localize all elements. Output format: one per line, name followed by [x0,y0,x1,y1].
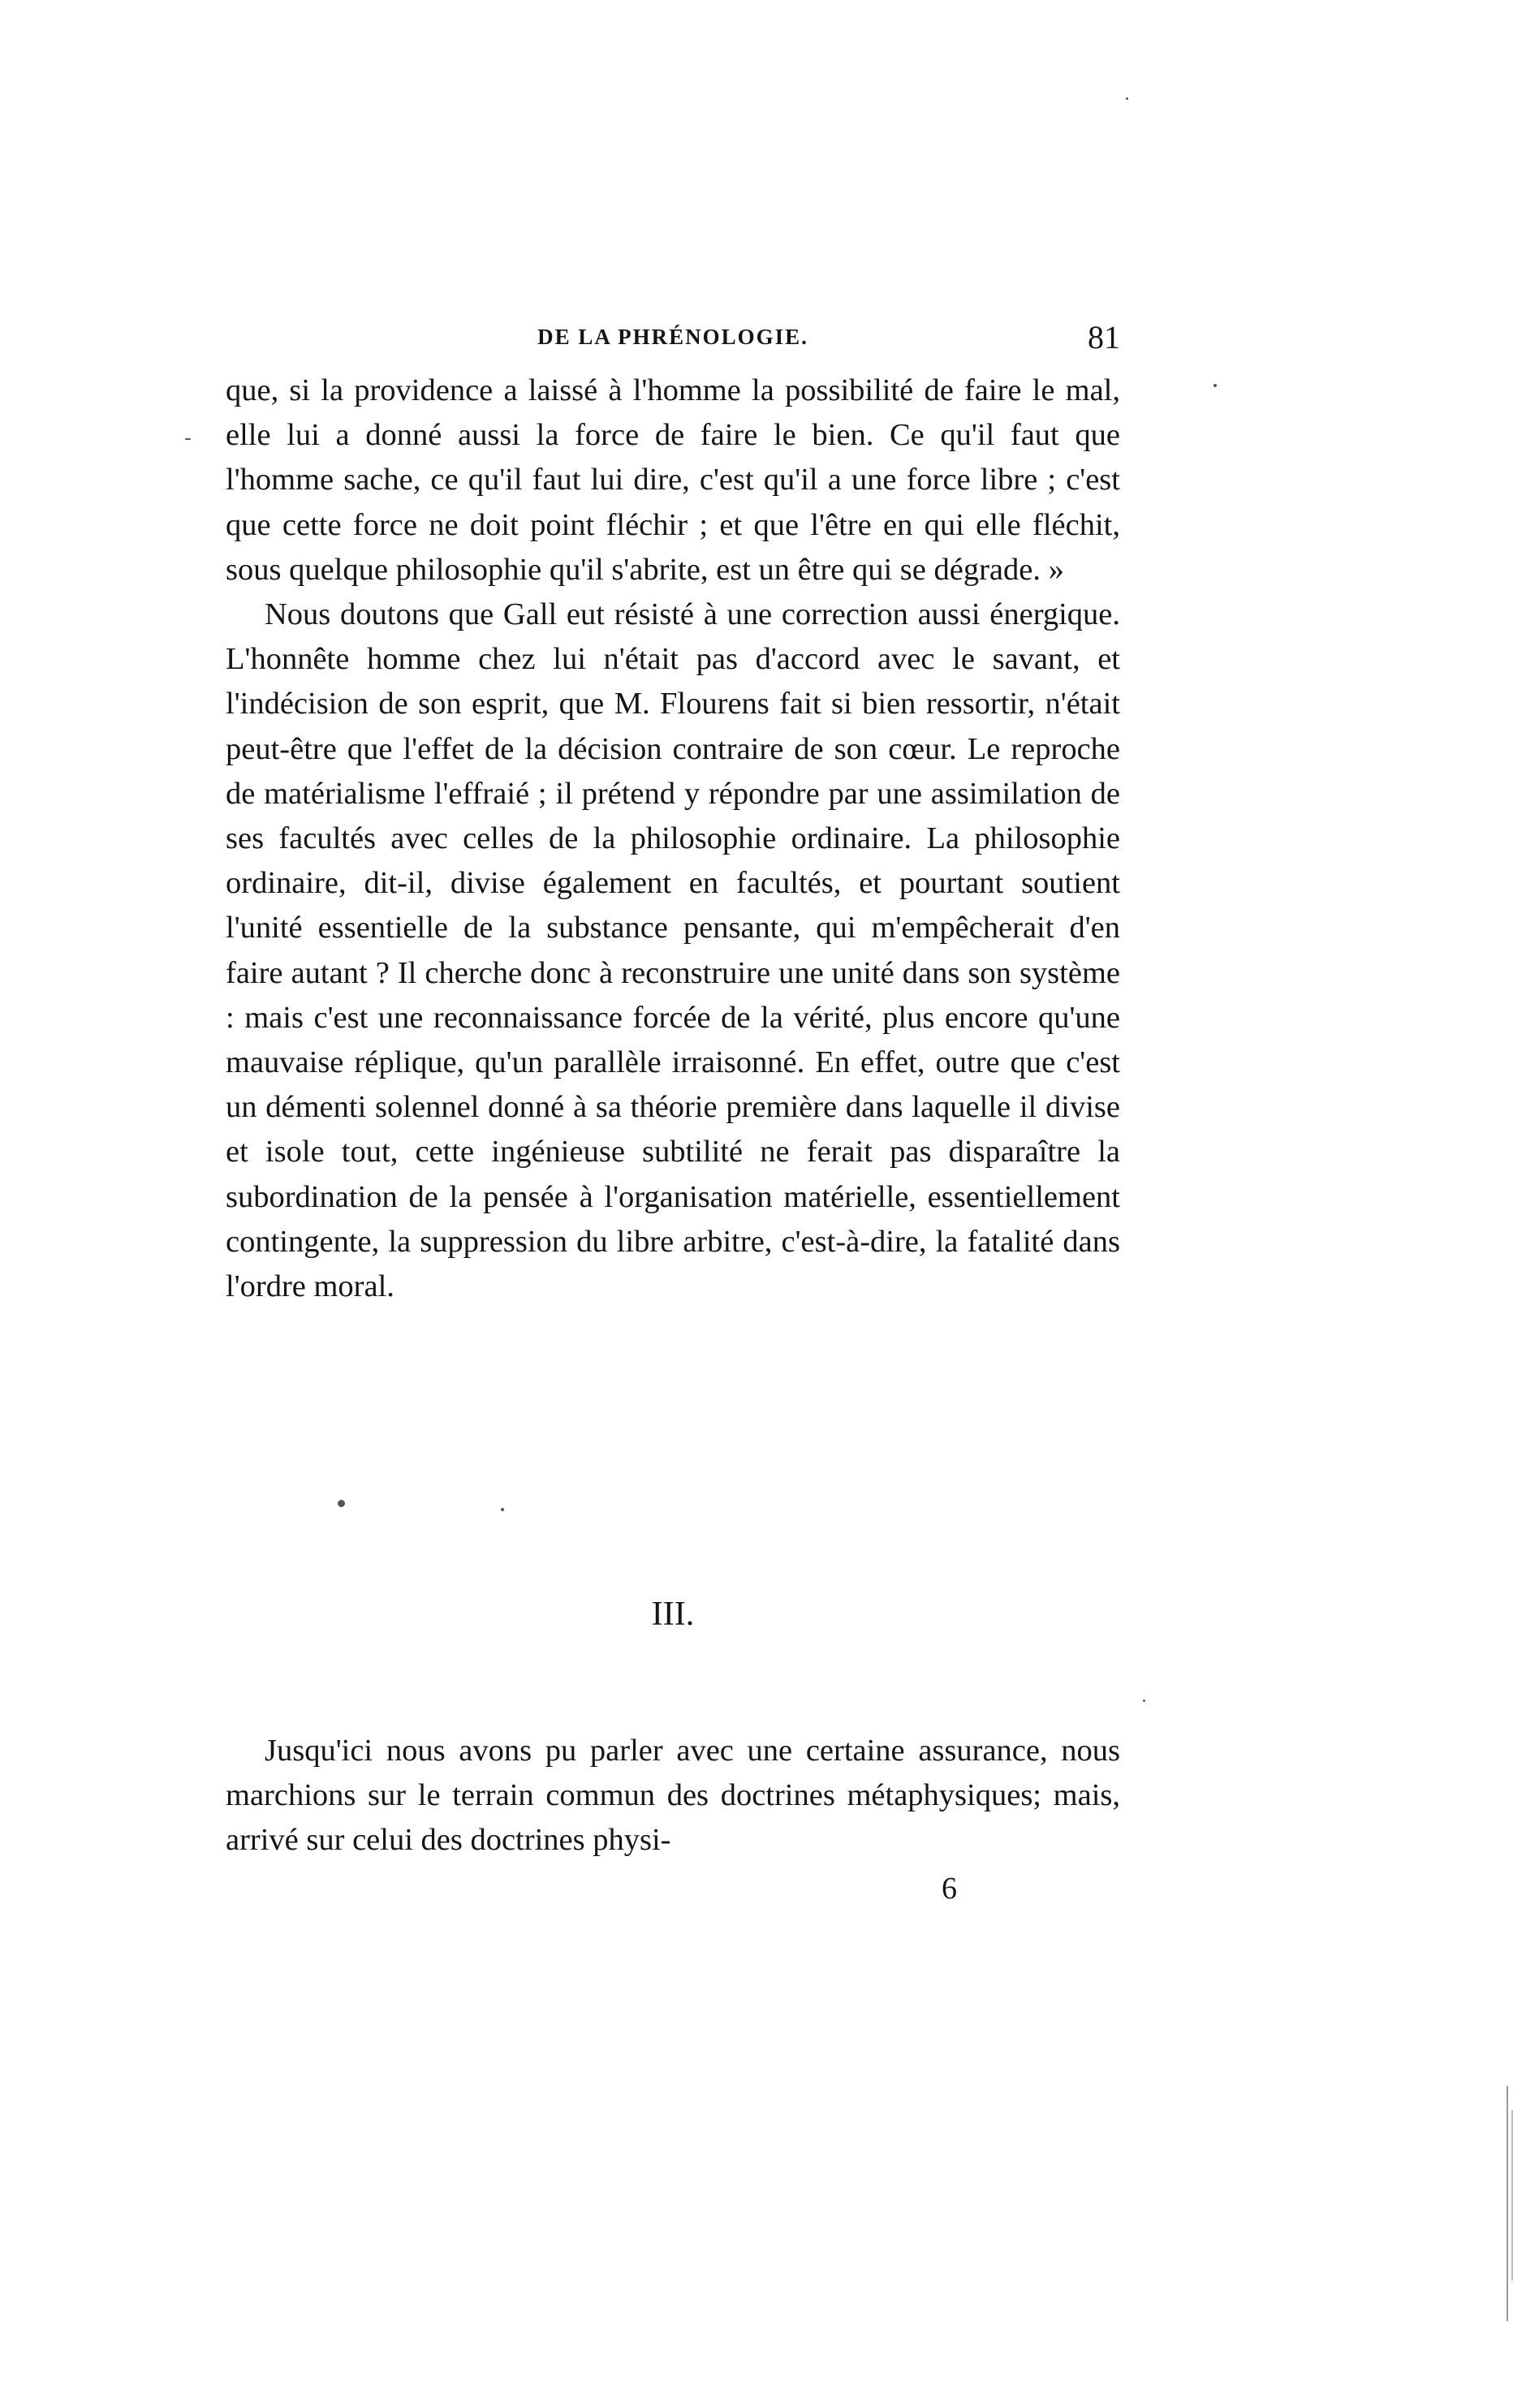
paragraph-gall: Nous doutons que Gall eut résisté à une correction aussi énergique. L'honnête homme chez lui n'était pas d'accord avec le savant, et l'indécision de son esprit, que M. Flourens fait si bien ressortir, n'était peut-être que l'effet de la décision contraire de son cœur. Le reproche de matérialisme l'effraié ; il prétend y répondre par une assimilation de ses facultés avec celles de la philosophie ordinaire. La philosophie ordinaire, dit-il, divise également en facultés, et pourtant soutient l'unité essentielle de la substance pensante, qui m'empêcherait d'en faire autant ? Il cherche donc à reconstruire une unité dans son système : mais c'est une reconnaissance forcée de la vérité, plus encore qu'une mauvaise réplique, qu'un parallèle irraisonné. En effet, outre que c'est un démenti solennel donné à sa théorie première dans laquelle il divise et isole tout, cette ingénieuse subtilité ne ferait pas disparaître la subordination de la pensée à l'organisation matérielle, essentiellement contingente, la suppression du libre arbitre, c'est-à-dire, la fatalité dans l'ordre moral. [226,597,1120,1304]
scan-speck [338,1500,345,1507]
paragraph-section-three: Jusqu'ici nous avons pu parler avec une certaine assurance, nous marchions sur le terrain commun des doctrines métaphysiques; mais, arrivé sur celui des doctrines physi- [226,1734,1120,1858]
page-number: 81 [1088,319,1120,355]
scan-speck [1126,97,1128,100]
paragraph-continued: que, si la providence a laissé à l'homme la possibilité de faire le mal, elle lui a donné aussi la force de faire le bien. Ce qu'il faut que l'homme sache, ce qu'il faut lui dire, c'est qu'il a une force libre ; c'est que cette force ne doit point fléchir ; et que l'être en qui elle fléchit, sous quelque philosophie qu'il s'abrite, est un être qui se dégrade. » [226,373,1120,587]
main-text [226,368,1120,1309]
margin-line [1511,2110,1513,2281]
scan-speck [501,1508,504,1511]
scan-speck [185,438,191,440]
running-title: DE LA PHRÉNOLOGIE. [537,325,808,349]
section-text [226,1729,1120,1863]
signature-mark: 6 [942,1872,957,1906]
scan-speck [1143,1699,1145,1702]
running-head [226,318,1120,359]
section-heading: III. [651,1596,695,1633]
margin-line [1507,2086,1508,2321]
scan-speck [1213,384,1217,387]
